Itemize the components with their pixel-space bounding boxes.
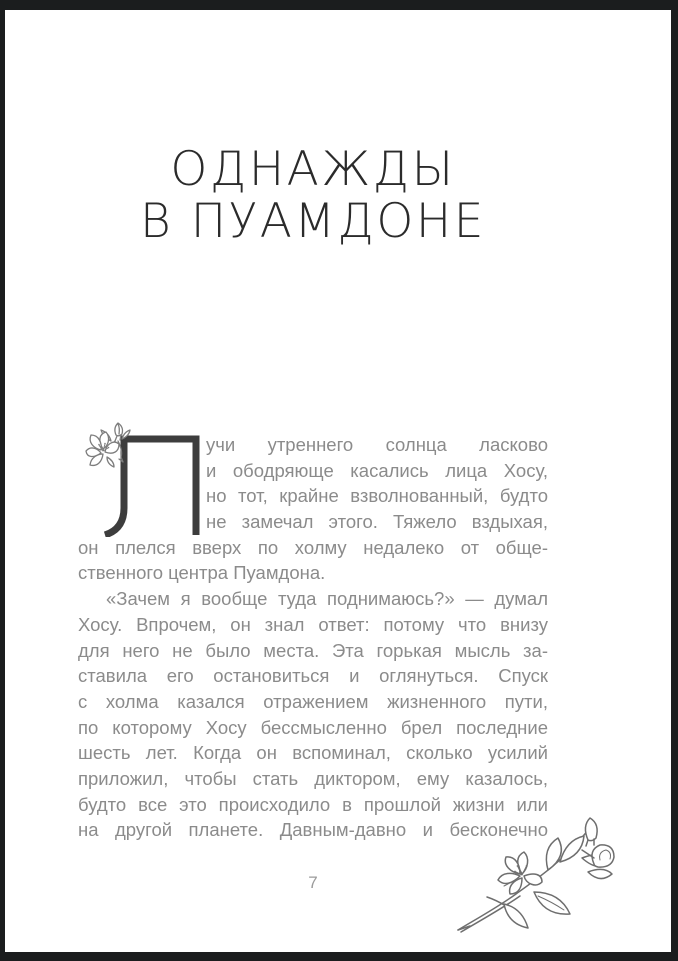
text-line: с холма казался отражением жизненного пути, bbox=[78, 690, 548, 712]
text-line: для него не было места. Эта горькая мысль за- bbox=[78, 639, 548, 661]
text-line: приложил, чтобы стать диктором, ему казалось, bbox=[78, 767, 548, 789]
text-line: Хосу. Впрочем, он знал ответ: потому что внизу bbox=[78, 613, 548, 635]
chapter-title-line-1: ОДНАЖДЫ bbox=[170, 142, 456, 197]
page-number: 7 bbox=[308, 873, 318, 892]
text-line: будто все это происходило в прошлой жизни или bbox=[78, 793, 548, 815]
text-line: ставила его остановиться и оглянуться. Спуск bbox=[78, 665, 548, 687]
text-line: на другой планете. Давным-давно и бесконечно bbox=[78, 819, 548, 841]
text-line: ственного центра Пуамдона. bbox=[78, 562, 326, 584]
text-line: и ободряюще касались лица Хосу, bbox=[206, 459, 548, 481]
text-line: учи утреннего солнца ласково bbox=[206, 434, 548, 455]
blossom-sprig-illustration bbox=[83, 421, 131, 471]
chapter-title-line-2: В ПУАМДОНЕ bbox=[140, 194, 486, 249]
chapter-title bbox=[78, 144, 548, 248]
text-line: он плелся вверх по холму недалеко от обще- bbox=[78, 536, 548, 558]
text-line: шесть лет. Когда он вспоминал, сколько усилий bbox=[78, 742, 548, 764]
text-line: не замечал этого. Тяжело вздыхая, bbox=[206, 511, 548, 533]
text-line: но тот, крайне взволнованный, будто bbox=[206, 485, 548, 507]
text-line: «Зачем я вообще туда поднимаюсь?» — думал bbox=[106, 588, 548, 610]
text-line: по которому Хосу бессмысленно брел последние bbox=[78, 716, 548, 738]
